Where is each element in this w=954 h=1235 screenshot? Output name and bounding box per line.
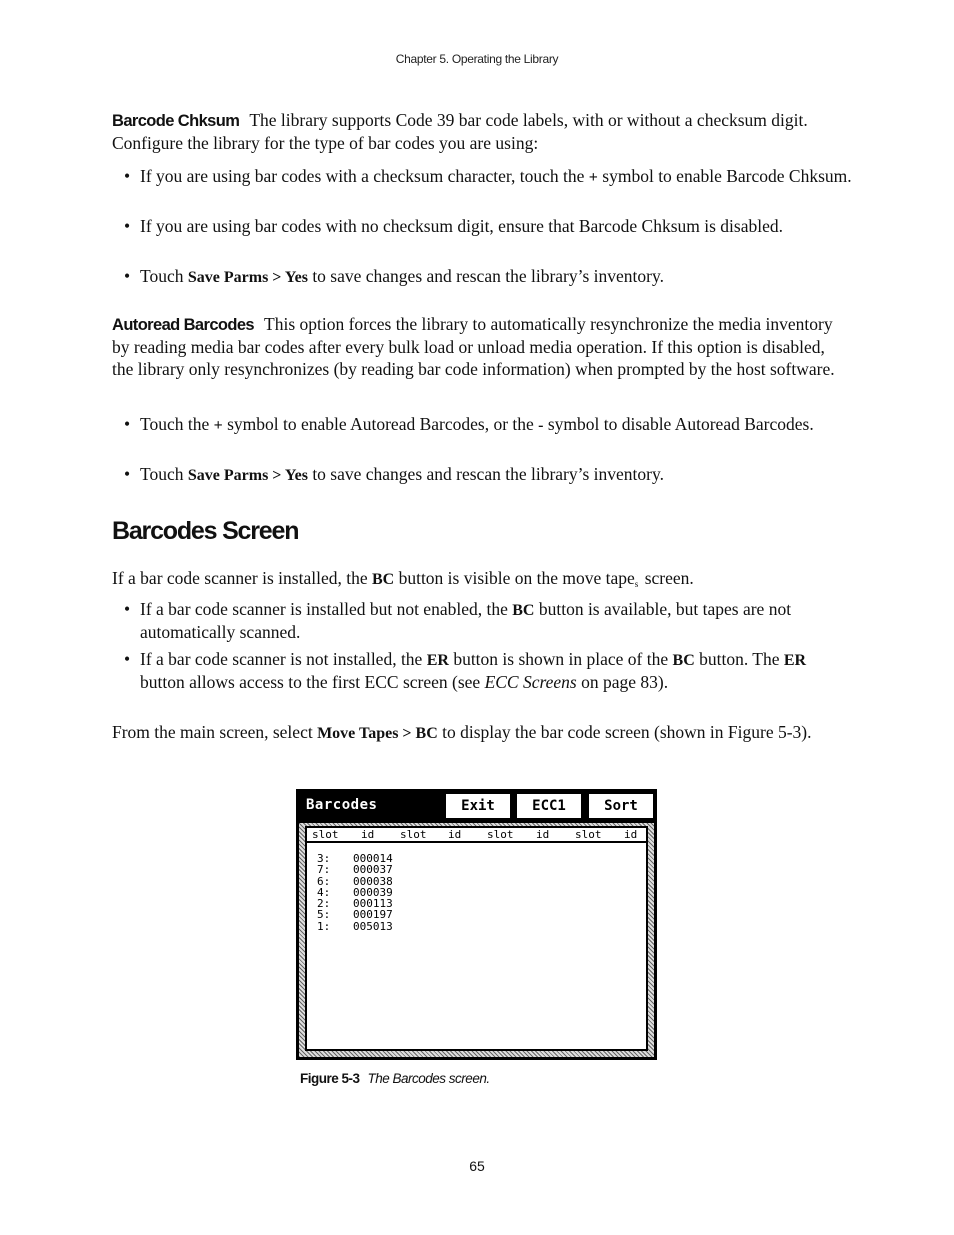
column-header: id [624,828,638,841]
list-item: • Touch the + symbol to enable Autoread Barcodes, or the - symbol to disable Autoread Barcodes. [124,414,814,434]
table-row[interactable]: 7: 000037 [317,863,393,877]
bullet-text: If you are using bar codes with a checksum character, touch the [140,166,589,186]
ecc1-button[interactable]: ECC1 [516,793,582,819]
barcode-rows [317,853,393,932]
bc-keyword: BC [371,571,395,588]
paragraph: From the main screen, select Move Tapes > BC to display the bar code screen (shown in Figure 5-3). [112,722,812,742]
sort-button[interactable]: Sort [588,793,654,819]
column-header: slot [487,828,514,841]
table-row[interactable]: 6: 000038 [317,874,393,888]
autoread-paragraph [112,313,838,380]
column-header: slot [575,828,602,841]
caption-text: The Barcodes screen. [367,1071,490,1086]
table-row[interactable]: 4: 000039 [317,885,393,899]
table-row[interactable]: 5: 000197 [317,908,393,922]
minus-symbol: - [538,417,544,434]
er-keyword: ER [426,652,449,669]
barcodes-screen-figure [296,789,657,1060]
autoread-intro: This option forces the library to automatically resynchronize the media inventory by reading media bar codes after every bulk load or unload media operation. If this option is disabled, the library only resynchronizes (by reading bar code information) when prompted by the host software. [112,314,835,379]
barcode-chksum-intro: The library supports Code 39 bar code labels, with or without a checksum digit. Configure the library for the type of bar codes you are using: [112,110,808,153]
table-row[interactable]: 2: 000113 [317,897,393,911]
bc-keyword: BC [512,602,535,619]
plus-symbol: + [588,169,598,186]
barcode-chksum-paragraph [112,109,838,154]
bullet-text: to save changes and rescan the library’s inventory. [307,266,664,286]
bc-keyword: BC [672,652,695,669]
page-number: 65 [469,1158,485,1174]
bullet-text: Touch [140,464,188,484]
bullet-text: If you are using bar codes with no checksum digit, ensure that Barcode Chksum is disabled. [140,216,783,236]
column-header: id [448,828,462,841]
column-header: id [361,828,375,841]
autoread-heading: Autoread Barcodes [112,316,255,334]
plus-symbol: + [213,417,223,434]
er-keyword: ER [783,652,807,669]
list-item: • If you are using bar codes with no checksum digit, ensure that Barcode Chksum is disabled. [124,216,783,236]
list-item: • If you are using bar codes with a checksum character, touch the + symbol to enable Barcode Chksum. [124,166,852,186]
bullet-text: to save changes and rescan the library’s inventory. [307,464,664,484]
column-header-row [307,828,646,843]
bullet-text: symbol to enable Autoread Barcodes, or the [222,414,539,434]
bullet-text: Touch [140,266,188,286]
list-item: • If a bar code scanner is installed but not enabled, the BC button is available, but tapes are not automatically scanned. [124,599,792,642]
bullet-text: Touch the [140,414,214,434]
paragraph: If a bar code scanner is installed, the BC button is visible on the move tape$_s$ screen. [112,568,694,589]
list-item: • Touch Save Parms > Yes to save changes and rescan the library’s inventory. [124,266,664,286]
command-path: Save Parms > Yes [187,467,308,484]
column-header: id [536,828,550,841]
list-item: • If a bar code scanner is not installed, the ER button is shown in place of the BC button. The ER button allows access to the first ECC screen (see ECC Screens on page 83). [124,649,807,692]
section-heading: Barcodes Screen [112,517,299,545]
command-path: Save Parms > Yes [187,269,308,286]
running-head: Chapter 5. Operating the Library [395,52,559,66]
cross-reference: ECC Screens [484,671,577,692]
command-path: Move Tapes > BC [317,725,438,742]
table-row[interactable]: 3: 000014 [317,852,393,865]
exit-button[interactable]: Exit [445,793,511,819]
screen-title: Barcodes [299,792,435,819]
barcode-chksum-heading: Barcode Chksum [112,112,240,130]
bullet-text: symbol to disable Autoread Barcodes. [543,414,814,434]
barcode-list-panel [299,823,654,1057]
bullet-text: symbol to enable Barcode Chksum. [597,166,852,186]
column-header: slot [312,828,339,841]
caption-label: Figure 5-3 [300,1071,360,1086]
list-item: • Touch Save Parms > Yes to save changes and rescan the library’s inventory. [124,464,664,484]
figure-caption [300,1071,490,1086]
barcode-list[interactable] [305,826,648,1051]
table-row[interactable]: 1: 005013 [317,919,393,933]
column-header: slot [400,828,427,841]
